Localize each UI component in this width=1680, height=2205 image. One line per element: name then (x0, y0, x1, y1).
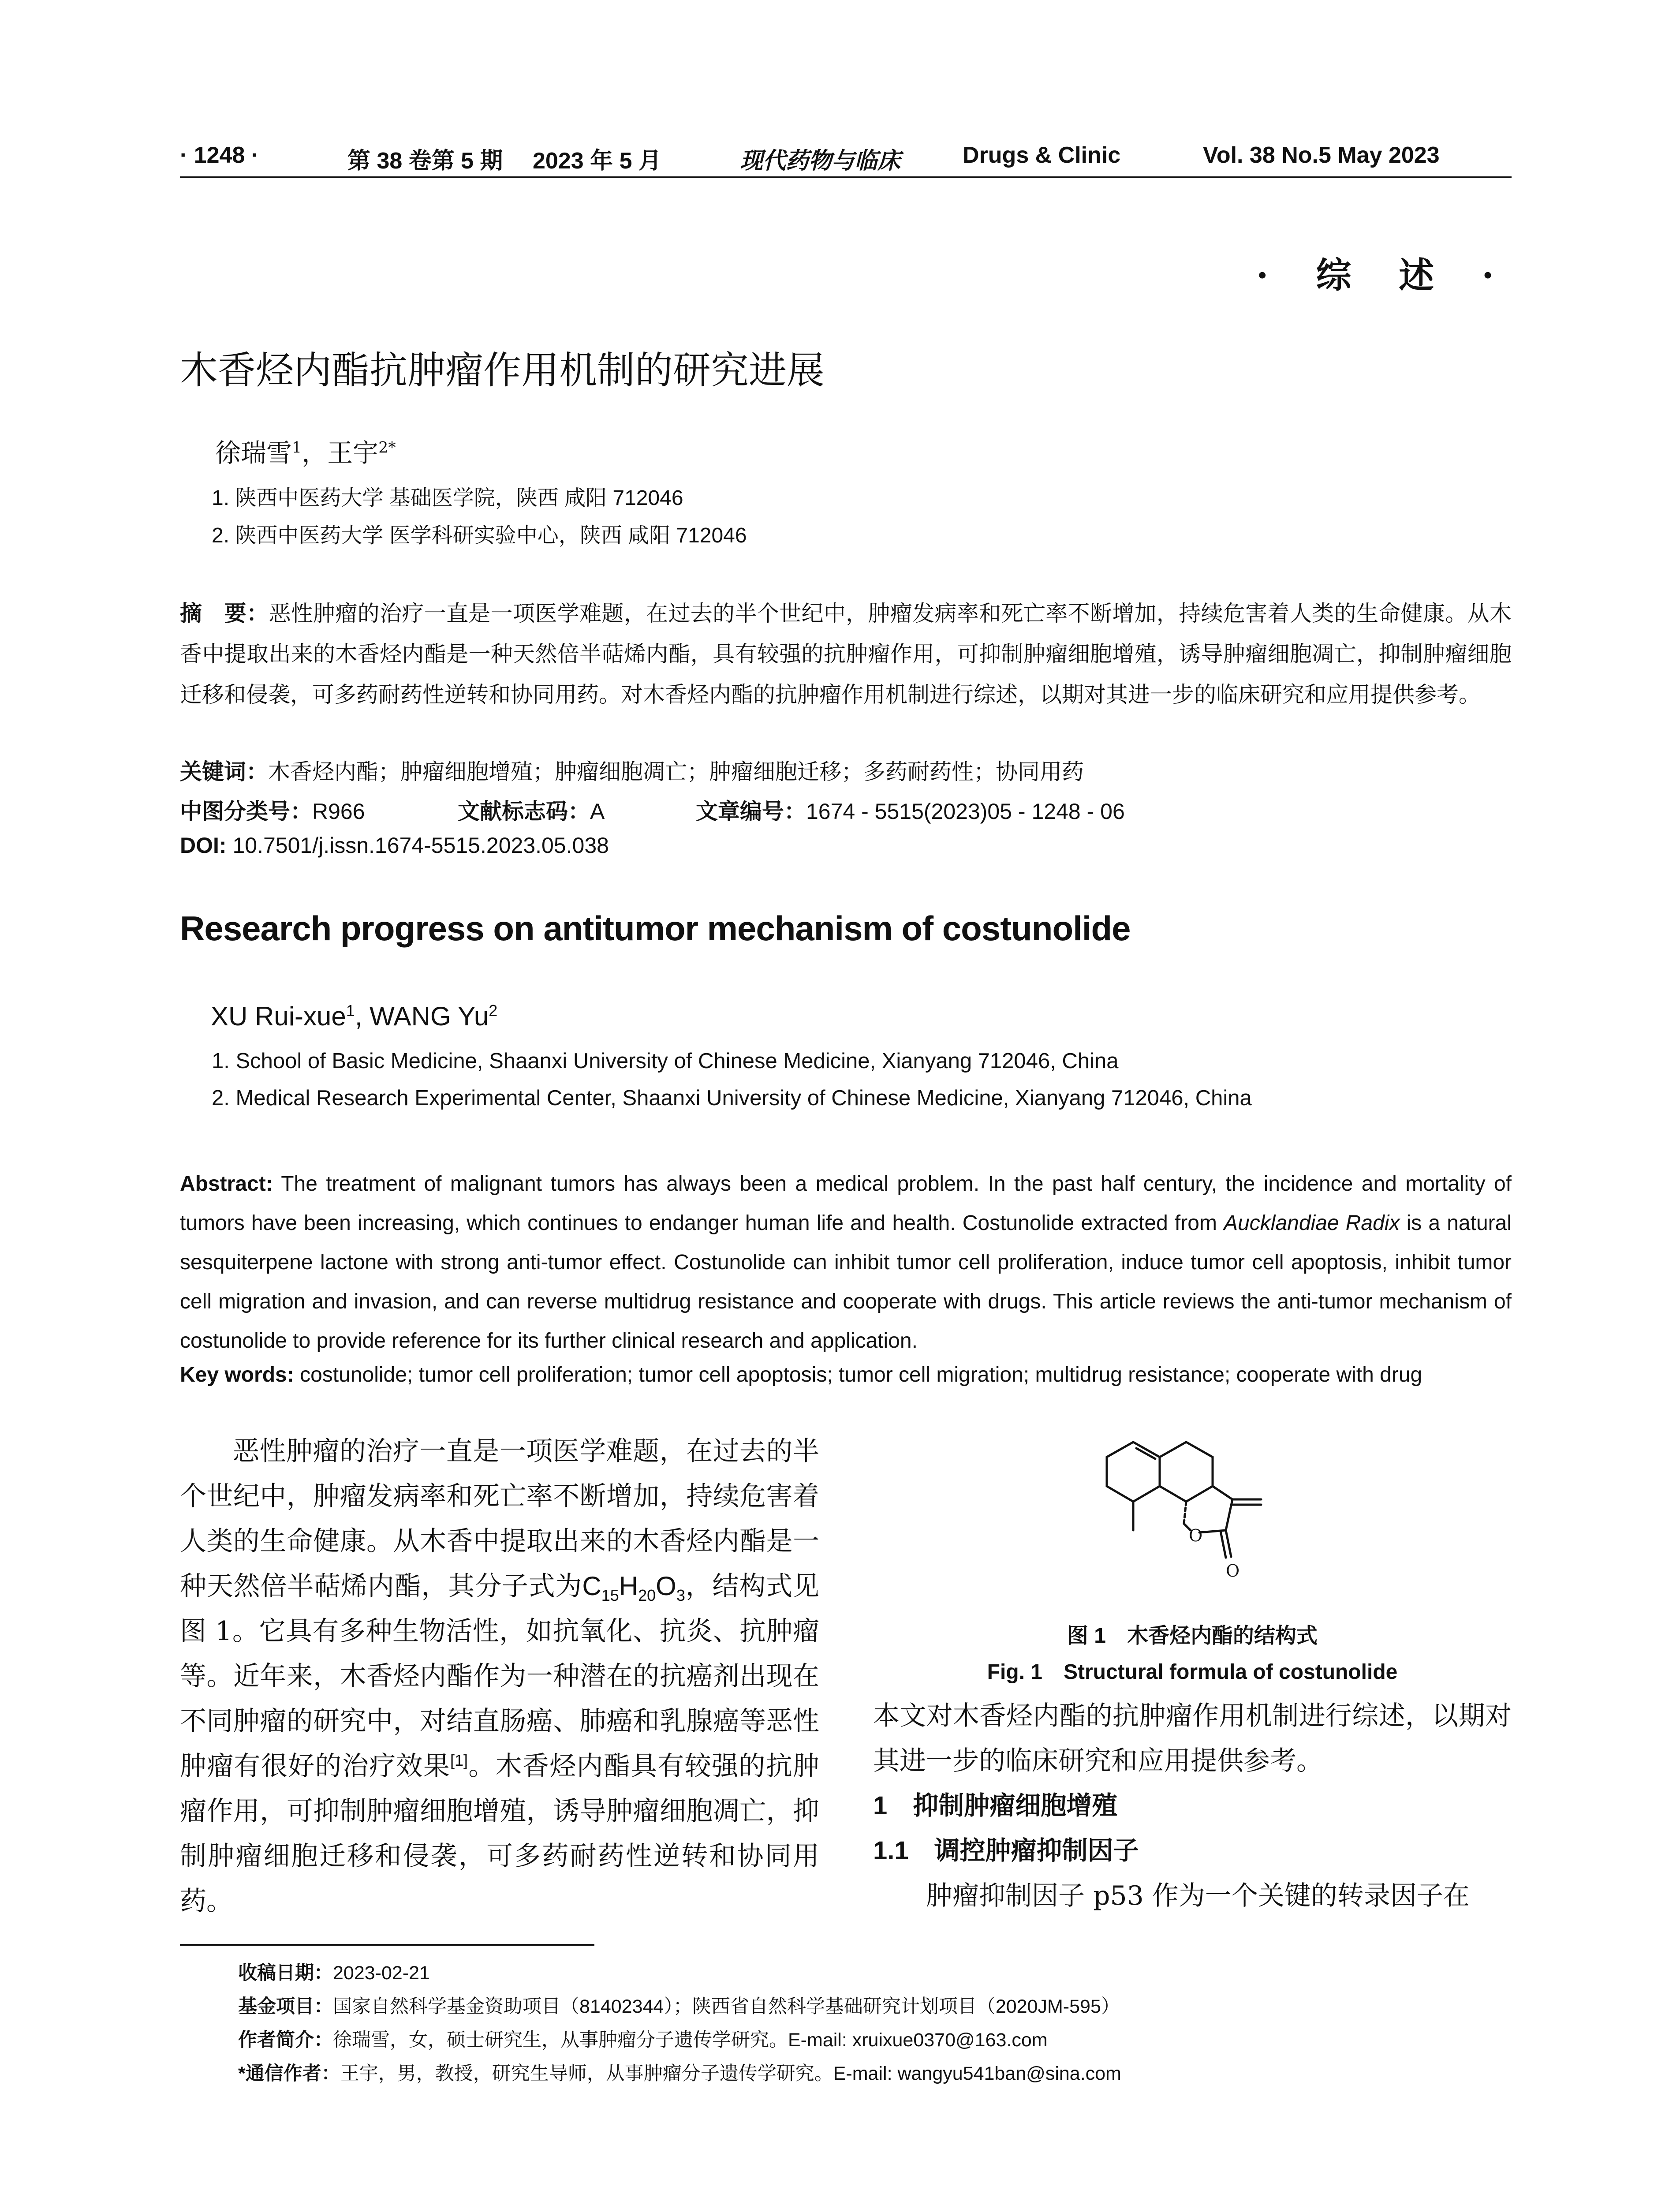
section-heading-1-1: 1.1 调控肿瘤抑制因子 (873, 1836, 1139, 1865)
author-1-en: XU Rui-xue (211, 1002, 346, 1031)
carbonyl-bond-2 (1221, 1531, 1226, 1558)
abstract-en-label: Abstract: (180, 1172, 273, 1196)
doi-label: DOI: (180, 833, 227, 858)
page-number: · 1248 · (180, 142, 259, 168)
formula-h-count: 20 (638, 1586, 656, 1604)
figure-caption-cn: 图 1 木香烃内酯的结构式 (1067, 1624, 1318, 1648)
doc-code (458, 794, 605, 826)
author-2-cn: 王宇 (327, 438, 379, 468)
footnote-rule (180, 1944, 594, 1946)
corr-label: *通信作者： (238, 2063, 340, 2084)
keywords-en-label: Key words: (180, 1363, 294, 1387)
footnote-author-bio (238, 2025, 1048, 2052)
author-separator: ， (302, 438, 328, 468)
journal-name-cn: 现代药物与临床 (740, 147, 901, 174)
doc-code-label: 文献标志码： (458, 799, 590, 824)
stereo-bond (1184, 1502, 1186, 1524)
author-en-separator: , (355, 1002, 370, 1031)
author-2-en-sup: 2 (489, 1002, 498, 1020)
received-label: 收稿日期： (238, 1962, 333, 1984)
article-no-label: 文章编号： (696, 799, 806, 824)
author-2-en: WANG Yu (370, 1002, 489, 1031)
body-right-paragraph-1: 本文对木香烃内酯的抗肿瘤作用机制进行综述，以期对其进一步的临床研究和应用提供参考。 (873, 1700, 1512, 1776)
keywords-cn (180, 754, 1084, 786)
authors-en (211, 1001, 497, 1031)
clc-label: 中图分类号： (180, 799, 312, 824)
keywords-en (180, 1363, 1512, 1387)
bio-value: 徐瑞雪，女，硕士研究生，从事肿瘤分子遗传学研究。E-mail: xruixue0370@163.com (333, 2029, 1048, 2051)
title-en: Research progress on antitumor mechanism of costunolide (180, 909, 1131, 948)
affiliation-en-2: 2. Medical Research Experimental Center, Shaanxi University of Chinese Medicine, Xianyang 712046, China (212, 1086, 1252, 1110)
body-text-3: 。木香烃内酯具有较强的抗肿瘤作用，可抑制肿瘤细胞增殖，诱导肿瘤细胞凋亡，抑制肿瘤细胞迁移和侵袭，可多药耐药性逆转和协同用药。 (180, 1751, 820, 1917)
header-rule (180, 176, 1512, 178)
body-text-1: 恶性肿瘤的治疗一直是一项医学难题，在过去的半个世纪中，肿瘤发病率和死亡率不断增加，持续危害着人类的生命健康。从木香中提取出来的木香烃内酯是一种天然倍半萜烯内酯，其分子式为 (180, 1436, 819, 1602)
carbonyl-oxygen-label: O (1226, 1561, 1240, 1581)
author-2-sup: 2* (378, 439, 396, 457)
reference-citation: [1] (450, 1751, 468, 1769)
fund-label: 基金项目： (238, 1996, 333, 2017)
fund-value: 国家自然科学基金资助项目（81402344）；陕西省自然科学基础研究计划项目（2020JM-595） (333, 1996, 1120, 2017)
body-text-2: ，结构式见图 1。它具有多种生物活性，如抗氧化、抗炎、抗肿瘤等。近年来，木香烃内酯作为一种潜在的抗癌剂出现在不同肿瘤的研究中，对结直肠癌、肺癌和乳腺癌等恶性肿瘤有很好的治疗效果 (180, 1571, 820, 1782)
author-1-en-sup: 1 (346, 1002, 355, 1020)
affiliation-cn-1: 1. 陕西中医药大学 基础医学院，陕西 咸阳 712046 (212, 486, 683, 510)
keywords-en-text: costunolide; tumor cell proliferation; tumor cell apoptosis; tumor cell migration; multidrug resistance; cooperate with drug (294, 1363, 1422, 1387)
date-cn: 2023 年 5 月 (533, 148, 661, 174)
abstract-en (180, 1164, 1512, 1360)
formula-c-count: 15 (601, 1586, 619, 1604)
footnote-fund (238, 1992, 1120, 2018)
corr-value: 王宇，男，教授，研究生导师，从事肿瘤分子遗传学研究。E-mail: wangyu541ban@sina.com (340, 2063, 1121, 2084)
carbonyl-bond-1 (1226, 1530, 1231, 1557)
article-number (696, 794, 1125, 826)
volume-en: Vol. 38 No.5 May 2023 (1203, 142, 1440, 168)
journal-name-en: Drugs & Clinic (963, 142, 1121, 168)
lactone-bond-1 (1213, 1486, 1232, 1499)
body-right-paragraph-2: 肿瘤抑制因子 p53 作为一个关键的转录因子在 (926, 1880, 1470, 1911)
article-no-value: 1674 - 5515(2023)05 - 1248 - 06 (806, 799, 1125, 824)
ring-left (1107, 1442, 1160, 1502)
bio-label: 作者简介： (238, 2029, 333, 2051)
classification-line (180, 794, 1125, 826)
keywords-cn-text: 木香烃内酯；肿瘤细胞增殖；肿瘤细胞凋亡；肿瘤细胞迁移；多药耐药性；协同用药 (268, 759, 1084, 785)
abstract-cn-text: 恶性肿瘤的治疗一直是一项医学难题，在过去的半个世纪中，肿瘤发病率和死亡率不断增加，持续危害着人类的生命健康。从木香中提取出来的木香烃内酯是一种天然倍半萜烯内酯，具有较强的抗肿瘤作用，可抑制肿瘤细胞增殖，诱导肿瘤细胞凋亡，抑制肿瘤细胞迁移和侵袭，可多药耐药性逆转和协同用药。对木香烃内酯的抗肿瘤作用机制进行综述，以期对其进一步的临床研究和应用提供参考。 (180, 601, 1512, 707)
abstract-en-text-2: is a natural sesquiterpene lactone with strong anti-tumor effect. Costunolide can inhibit tumor cell proliferation, induce tumor cell apoptosis, inhibit tumor cell migration and invasion, and can reverse multidrug resistance and cooperate with drugs. This article reviews the anti-tumor mechanism of costunolide to provide reference for its further clinical research and application. (180, 1211, 1512, 1353)
formula-h: H (619, 1571, 638, 1601)
affiliation-cn-2: 2. 陕西中医药大学 医学科研实验中心，陕西 咸阳 712046 (212, 524, 747, 547)
volume-cn: 第 38 卷第 5 期 (347, 148, 503, 174)
abstract-en-text-1: The treatment of malignant tumors has always been a medical problem. In the past half century, the incidence and mortality of tumors have been increasing, which continues to endanger human life and health. Costunolide extracted from (180, 1172, 1512, 1235)
section-label: · 综 述 · (1256, 254, 1512, 296)
keywords-cn-label: 关键词： (180, 759, 268, 784)
footnote-received (238, 1958, 430, 1985)
molecular-formula (582, 1571, 685, 1604)
affiliation-en-1: 1. School of Basic Medicine, Shaanxi University of Chinese Medicine, Xianyang 712046, China (212, 1049, 1119, 1073)
costunolide-structure-figure (1067, 1429, 1270, 1605)
abstract-cn (180, 593, 1512, 715)
author-1-sup: 1 (292, 439, 302, 457)
ring-center (1160, 1442, 1213, 1502)
abstract-cn-label: 摘 要： (180, 601, 269, 626)
body-right-column (873, 1693, 1512, 1918)
footnote-corresponding (238, 2059, 1121, 2085)
title-cn: 木香烃内酯抗肿瘤作用机制的研究进展 (180, 349, 825, 392)
figure-caption-en: Fig. 1 Structural formula of costunolide (987, 1660, 1398, 1684)
ring-oxygen-label: O (1189, 1526, 1203, 1545)
doc-code-value: A (590, 799, 605, 824)
body-paragraph-1 (180, 1429, 819, 1924)
formula-o: O (656, 1571, 676, 1601)
body-left-column (180, 1429, 819, 1924)
lactone-bond-2 (1226, 1499, 1232, 1530)
authors-cn (215, 432, 396, 469)
section-heading-1: 1 抑制肿瘤细胞增殖 (873, 1791, 1118, 1820)
structure-bonds (1107, 1442, 1261, 1558)
running-header (180, 142, 1512, 173)
doi-value: 10.7501/j.issn.1674-5515.2023.05.038 (232, 833, 609, 858)
doi-line (180, 833, 609, 858)
clc-value: R966 (312, 799, 365, 824)
received-value: 2023-02-21 (333, 1962, 430, 1984)
abstract-en-italic: Aucklandiae Radix (1224, 1211, 1400, 1235)
formula-o-count: 3 (676, 1586, 685, 1604)
formula-c: C (582, 1571, 601, 1601)
author-1-cn: 徐瑞雪 (215, 438, 292, 468)
lactone-bond-3 (1199, 1530, 1226, 1532)
